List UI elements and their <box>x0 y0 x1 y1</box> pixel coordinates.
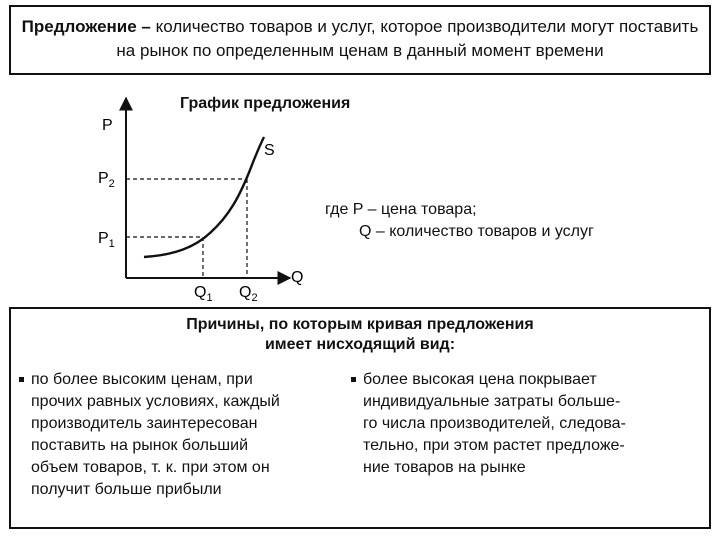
definition-text <box>21 15 699 63</box>
legend <box>325 199 594 243</box>
graph-title: График предложения <box>180 95 351 112</box>
reason-right-text: более высокая цена покрывает индивидуальные затраты больше- го числа производителей, следова- тельно, при этом растет предложе- ние товаров на рынке <box>363 371 626 476</box>
curve-label: S <box>264 142 275 159</box>
p1-label: $P_1$ <box>98 230 115 250</box>
x-axis-label: Q <box>291 269 304 286</box>
q1-label: $Q_1$ <box>194 284 213 304</box>
reason-left <box>31 369 331 501</box>
supply-curve <box>144 137 264 257</box>
bullet-icon <box>351 377 356 382</box>
reasons-title <box>11 315 709 355</box>
reason-right <box>363 369 693 479</box>
legend-price: где P – цена товара; <box>325 201 477 218</box>
y-axis-label: P <box>102 117 113 134</box>
supply-chart <box>90 95 320 310</box>
definition-box <box>9 5 711 75</box>
legend-quantity: Q – количество товаров и услуг <box>359 223 594 240</box>
definition-body: количество товаров и услуг, которое производители могут поставить на рынок по определенным ценам в данный момент времени <box>116 17 699 60</box>
definition-term: Предложение – <box>21 17 151 36</box>
bullet-icon <box>19 377 24 382</box>
reasons-title-line2: имеет нисходящий вид: <box>264 336 456 353</box>
q2-label: $Q_2$ <box>239 284 258 304</box>
reason-left-text: по более высоким ценам, при прочих равных условиях, каждый производитель заинтересован поставить на рынок больший объем товаров, т. к. при этом он получит больше прибыли <box>31 371 280 498</box>
reasons-box <box>9 307 711 529</box>
reasons-title-line1: Причины, по которым кривая предложения <box>186 316 534 333</box>
p2-label: $P_2$ <box>98 170 115 190</box>
